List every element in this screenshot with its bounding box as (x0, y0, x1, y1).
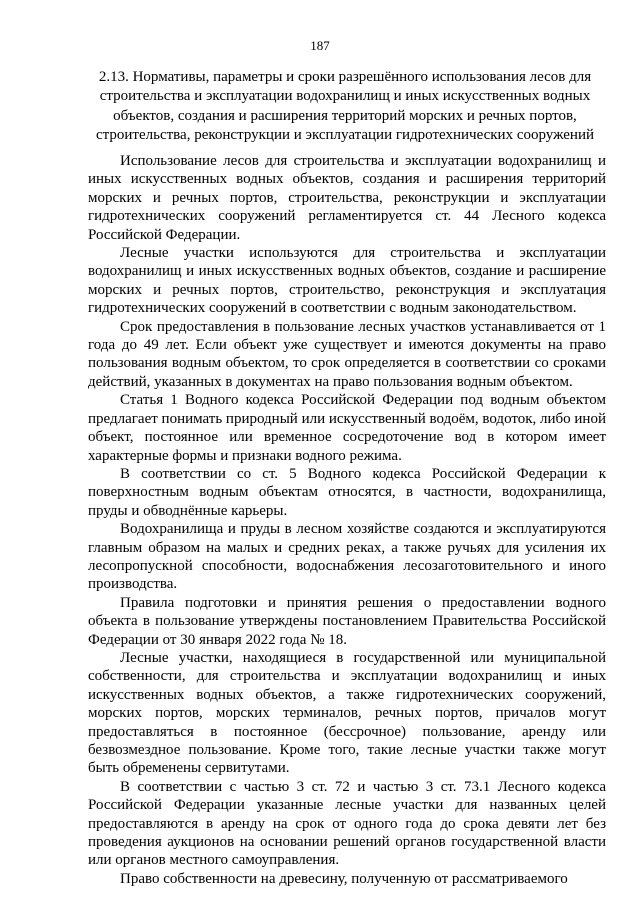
page-number: 187 (310, 38, 330, 53)
paragraph: В соответствии с частью 3 ст. 72 и частью 3 ст. 73.1 Лесного кодекса Российской Федерации указанные лесные участки для названных целей предоставляются в аренду на срок от одного года до срока девяти лет без проведения аукционов на основании решений органов государственной власти или органов местного самоуправления. (88, 778, 606, 869)
document-body (88, 152, 606, 888)
paragraph: Использование лесов для строительства и эксплуатации водохранилищ и иных искусственных водных объектов, создания и расширения территорий морских и речных портов, строительства, реконструкции и эксплуатации гидротехнических сооружений регламентируется ст. 44 Лесного кодекса Российской Федерации. (88, 153, 606, 243)
paragraph: Правила подготовки и принятия решения о предоставлении водного объекта в пользование утверждены постановлением Правительства Российской Федерации от 30 января 2022 года № 18. (88, 594, 606, 648)
paragraph: Статья 1 Водного кодекса Российской Федерации под водным объектом предлагает понимать природный или искусственный водоём, водоток, либо иной объект, постоянное или временное сосредоточение вод в котором имеет характерные формы и признаки водного режима. (88, 392, 606, 464)
paragraph: Право собственности на древесину, полученную от рассматриваемого (120, 870, 568, 887)
paragraph: Лесные участки используются для строительства и эксплуатации водохранилищ и иных искусственных водных объектов, создание и расширение морских и речных портов, строительство, реконструкция и эксплуатация гидротехнических сооружений в соответствии с водным законодательством. (88, 245, 606, 317)
paragraph: Лесные участки, находящиеся в государственной или муниципальной собственности, для строительства и эксплуатации водохранилищ и иных искусственных водных объектов, а также гидротехнических сооружений, морских портов, морских терминалов, речных портов, причалов могут предоставляться в постоянное (бессрочное) пользование, аренду или безвозмездное пользование. Кроме того, такие лесные участки также могут быть обременены сервитутами. (88, 649, 606, 777)
paragraph: Водохранилища и пруды в лесном хозяйстве создаются и эксплуатируются главным образом на малых и средних реках, а также ручьях для усиления их лесопропускной способности, водоснабжения лесозаготовительного и иного производства. (88, 521, 606, 593)
section-heading: 2.13. Нормативы, параметры и сроки разрешённого использования лесов для строительства и эксплуатации водохранилищ и иных искусственных водных объектов, создания и расширения территорий морских и речных портов, строительства, реконструкции и эксплуатации гидротехнических сооружений (96, 69, 594, 144)
paragraph: Срок предоставления в пользование лесных участков устанавливается от 1 года до 49 лет. Если объект уже существует и имеются документы на право пользования водным объектом, то срок определяется в соответствии со сроками действий, указанных в документах на право пользования водным объектом. (88, 318, 606, 390)
paragraph: В соответствии со ст. 5 Водного кодекса Российской Федерации к поверхностным водным объектам относятся, в частности, водохранилища, пруды и обводнённые карьеры. (88, 465, 606, 519)
